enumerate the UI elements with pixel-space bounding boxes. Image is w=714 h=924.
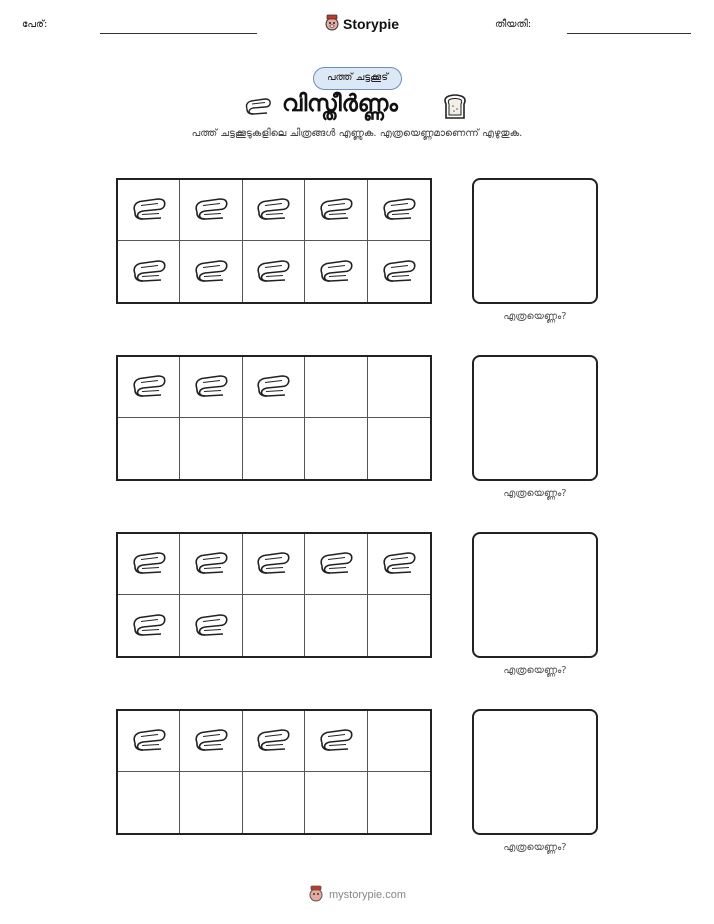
ten-frame-cell	[243, 711, 305, 772]
ten-frame-cell	[305, 241, 367, 302]
bread-slice-icon	[440, 92, 470, 126]
ten-frame-cell	[368, 357, 430, 418]
name-label: പേര്:	[22, 19, 48, 30]
ten-frame-cell	[243, 241, 305, 302]
ten-frame-cell	[118, 180, 180, 241]
storypie-mascot-icon	[324, 13, 340, 35]
ten-frame-cell	[118, 534, 180, 595]
ten-frame-cell	[368, 772, 430, 833]
how-many-label: എത്രയെണ്ണം?	[503, 311, 567, 322]
title-row	[0, 90, 714, 124]
folded-towel-icon	[129, 370, 169, 404]
instruction-text: പത്ത് ചട്ടക്കൂടുകളിലെ ചിത്രങ്ങൾ എണ്ണുക. എത്രയെണ്ണമാണെന്ന് എഴുതുക.	[191, 128, 523, 139]
folded-towel-icon	[191, 724, 231, 758]
folded-towel-icon	[243, 95, 273, 121]
folded-towel-icon	[316, 193, 356, 227]
folded-towel-icon	[253, 547, 293, 581]
ten-frame-cell	[118, 357, 180, 418]
ten-frame	[116, 532, 432, 658]
folded-towel-icon	[253, 724, 293, 758]
folded-towel-icon	[191, 255, 231, 289]
ten-frame-cell	[305, 534, 367, 595]
folded-towel-icon	[191, 547, 231, 581]
answer-box[interactable]	[472, 355, 598, 481]
answer-box[interactable]	[472, 532, 598, 658]
folded-towel-icon	[129, 193, 169, 227]
ten-frame-cell	[180, 534, 242, 595]
ten-frame-cell	[368, 241, 430, 302]
ten-frame-cell	[305, 180, 367, 241]
ten-frame-cell	[180, 772, 242, 833]
footer-url[interactable]: mystorypie.com	[328, 889, 407, 901]
how-many-label: എത്രയെണ്ണം?	[503, 842, 567, 853]
ten-frame-cell	[243, 534, 305, 595]
ten-frame	[116, 355, 432, 481]
folded-towel-icon	[191, 609, 231, 643]
ten-frame-cell	[305, 772, 367, 833]
ten-frame-cell	[305, 418, 367, 479]
ten-frame-cell	[180, 241, 242, 302]
ten-frame-cell	[118, 241, 180, 302]
folded-towel-icon	[129, 609, 169, 643]
how-many-label: എത്രയെണ്ണം?	[503, 488, 567, 499]
ten-frame-cell	[243, 180, 305, 241]
folded-towel-icon	[316, 255, 356, 289]
ten-frame-cell	[368, 534, 430, 595]
ten-frame	[116, 709, 432, 835]
ten-frame-cell	[243, 418, 305, 479]
folded-towel-icon	[253, 255, 293, 289]
ten-frame-cell	[180, 595, 242, 656]
ten-frame-cell	[180, 711, 242, 772]
folded-towel-icon	[129, 547, 169, 581]
folded-towel-icon	[129, 724, 169, 758]
folded-towel-icon	[379, 547, 419, 581]
ten-frame-cell	[305, 595, 367, 656]
ten-frame-cell	[368, 418, 430, 479]
folded-towel-icon	[253, 370, 293, 404]
folded-towel-icon	[191, 193, 231, 227]
ten-frame-cell	[305, 357, 367, 418]
folded-towel-icon	[379, 193, 419, 227]
date-label: തീയതി:	[495, 19, 532, 30]
folded-towel-icon	[129, 255, 169, 289]
ten-frame-cell	[243, 357, 305, 418]
answer-box[interactable]	[472, 709, 598, 835]
ten-frame-cell	[243, 595, 305, 656]
ten-frame-cell	[305, 711, 367, 772]
brand-name: Storypie	[343, 16, 400, 32]
footer	[0, 884, 714, 906]
ten-frame-cell	[118, 772, 180, 833]
how-many-label: എത്രയെണ്ണം?	[503, 665, 567, 676]
ten-frame-cell	[180, 357, 242, 418]
category-badge: പത്ത് ചട്ടക്കൂട്	[313, 67, 402, 90]
folded-towel-icon	[316, 724, 356, 758]
ten-frame	[116, 178, 432, 304]
ten-frame-cell	[118, 595, 180, 656]
ten-frame-cell	[118, 418, 180, 479]
ten-frame-cell	[368, 711, 430, 772]
page-title: വിസ്തീർണ്ണം	[282, 91, 398, 117]
ten-frame-cell	[243, 772, 305, 833]
ten-frame-cell	[118, 711, 180, 772]
folded-towel-icon	[316, 547, 356, 581]
folded-towel-icon	[253, 193, 293, 227]
ten-frame-cell	[180, 418, 242, 479]
folded-towel-icon	[379, 255, 419, 289]
ten-frame-cell	[180, 180, 242, 241]
answer-box[interactable]	[472, 178, 598, 304]
storypie-mascot-icon	[308, 884, 324, 906]
folded-towel-icon	[191, 370, 231, 404]
name-field[interactable]	[100, 33, 257, 34]
ten-frame-cell	[368, 180, 430, 241]
date-field[interactable]	[567, 33, 691, 34]
brand-logo	[324, 13, 399, 35]
ten-frame-cell	[368, 595, 430, 656]
